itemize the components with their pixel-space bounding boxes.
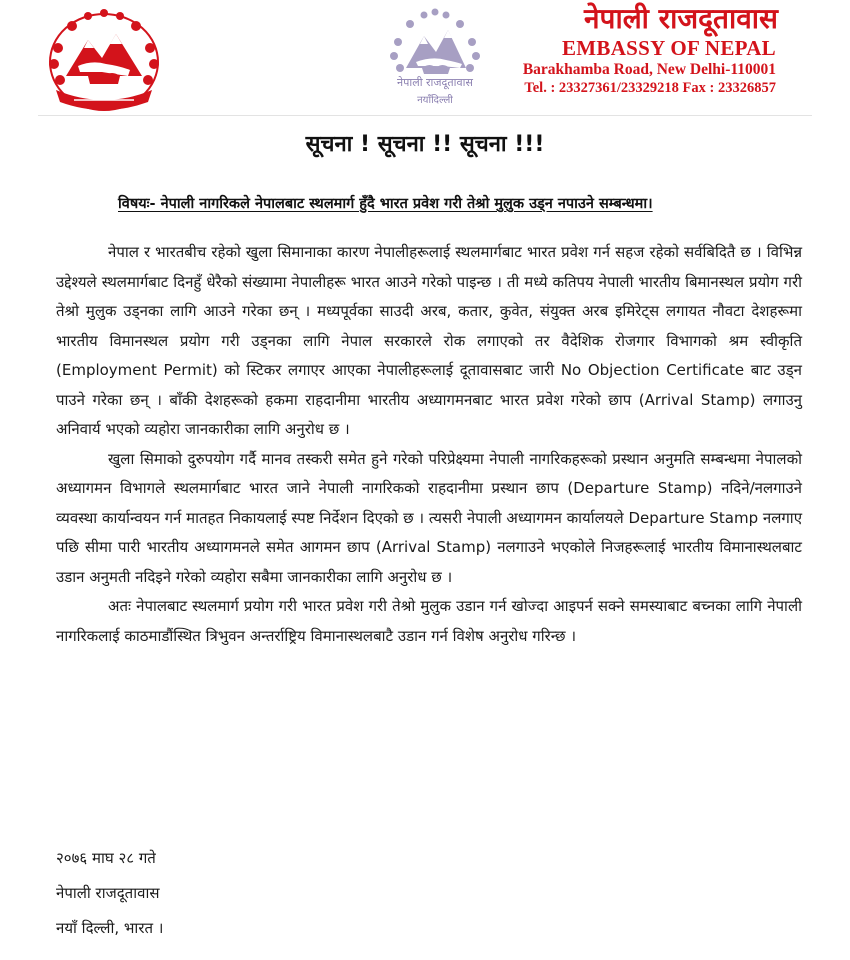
embassy-name-nepali: नेपाली राजदूतावास	[584, 2, 778, 35]
paragraph-2: खुला सिमाको दुरुपयोग गर्दै मानव तस्करी समेत हुने गरेको परिप्रेक्ष्यमा नेपाली नागरिकहरूको प्रस्थान अनुमति सम्बन्धमा नेपालको अध्यागमन विभागले स्थलमार्गबाट भारत जाने नेपाली नागरिकको राहदानीमा प्रस्थान छाप (Departure Stamp) नदिने/नलगाउने व्यवस्था कार्यान्वयन गर्न मातहत निकायलाई स्पष्ट निर्देशन दिएको छ । त्यसरी नेपाली अध्यागमन कार्यालयले Departure Stamp नलगाए पछि सीमा पारी भारतीय अध्यागमनले समेत आगमन छाप (Arrival Stamp) नलगाउने भएकोले निजहरूलाई भारतीय विमानास्थलबाट उडान अनुमती नदिइने गरेको व्यहोरा सबैमा जानकारीका लागि अनुरोध छ ।	[56, 449, 802, 586]
notice-date: २०७६ माघ २८ गते	[56, 849, 156, 867]
nepal-coat-of-arms-logo	[44, 6, 164, 118]
embassy-seal-stamp	[376, 6, 494, 106]
header-divider	[38, 115, 812, 116]
letterhead	[523, 2, 776, 97]
notice-subject: विषयः- नेपाली नागरिकले नेपालबाट स्थलमार्ग हुँदै भारत प्रवेश गरी तेश्रो मुलुक उड्न नपाउने सम्बन्धमा।	[118, 196, 653, 212]
paragraph-3: अतः नेपालबाट स्थलमार्ग प्रयोग गरी भारत प्रवेश गरी तेश्रो मुलुक उडान गर्न खोज्दा आइपर्न सक्ने समस्याबाट बच्नका लागि नेपाली नागरिकलाई काठमाडौंस्थित त्रिभुवन अन्तर्राष्ट्रिय विमानास्थलबाटै उडान गर्न विशेष अनुरोध गरिन्छ ।	[56, 597, 802, 645]
signature-block	[56, 841, 163, 946]
paragraph-1: नेपाल र भारतबीच रहेको खुला सिमानाका कारण नेपालीहरूलाई स्थलमार्गबाट भारत प्रवेश गर्न सहज रहेको सर्वबिदितै छ । विभिन्न उद्देश्यले स्थलमार्गबाट दिनहुँ धेरैको संख्यामा नेपालीहरू भारत आउने गरेको पाइन्छ । ती मध्ये कतिपय नेपाली भारतीय बिमानस्थल प्रयोग गरी तेश्रो मुलुक उड्नका लागि आउने गरेका छन् । मध्यपूर्वका साउदी अरब, कतार, कुवेत, संयुक्त अरब इमिरेट्स लगायत नौवटा देशहरूमा भारतीय विमानस्थल प्रयोग गरी उड्नका लागि नेपाल सरकारले रोक लगाएको तर वैदेशिक रोजगार विभागको श्रम स्वीकृति (Employment Permit) को स्टिकर लगाएर आएका नेपालीहरूलाई दूतावासबाट जारी No Objection Certificate बाट उड्न पाउने गरेका छन् । बाँकी देशहरूको हकमा राहदानीमा भारतीय अध्यागमनबाट भारत प्रवेश गरेको छाप (Arrival Stamp) लगाउनु अनिवार्य भएको व्यहोरा जानकारीका लागि अनुरोध छ ।	[56, 243, 802, 438]
embassy-address: Barakhamba Road, New Delhi-110001	[522, 61, 776, 78]
embassy-contact: Tel. : 23327361/23329218 Fax : 23326857	[524, 80, 776, 96]
notice-title: सूचना ! सूचना !! सूचना !!!	[305, 132, 545, 157]
embassy-name-english: EMBASSY OF NEPAL	[561, 36, 776, 60]
notice-body	[56, 238, 802, 651]
seal-text-line1: नेपाली राजदूतावास	[397, 76, 473, 89]
issuer-name: नेपाली राजदूतावास	[56, 884, 160, 902]
seal-text-line2: नयाँदिल्ली	[417, 95, 453, 106]
issuer-place: नयाँ दिल्ली, भारत ।	[56, 919, 164, 937]
